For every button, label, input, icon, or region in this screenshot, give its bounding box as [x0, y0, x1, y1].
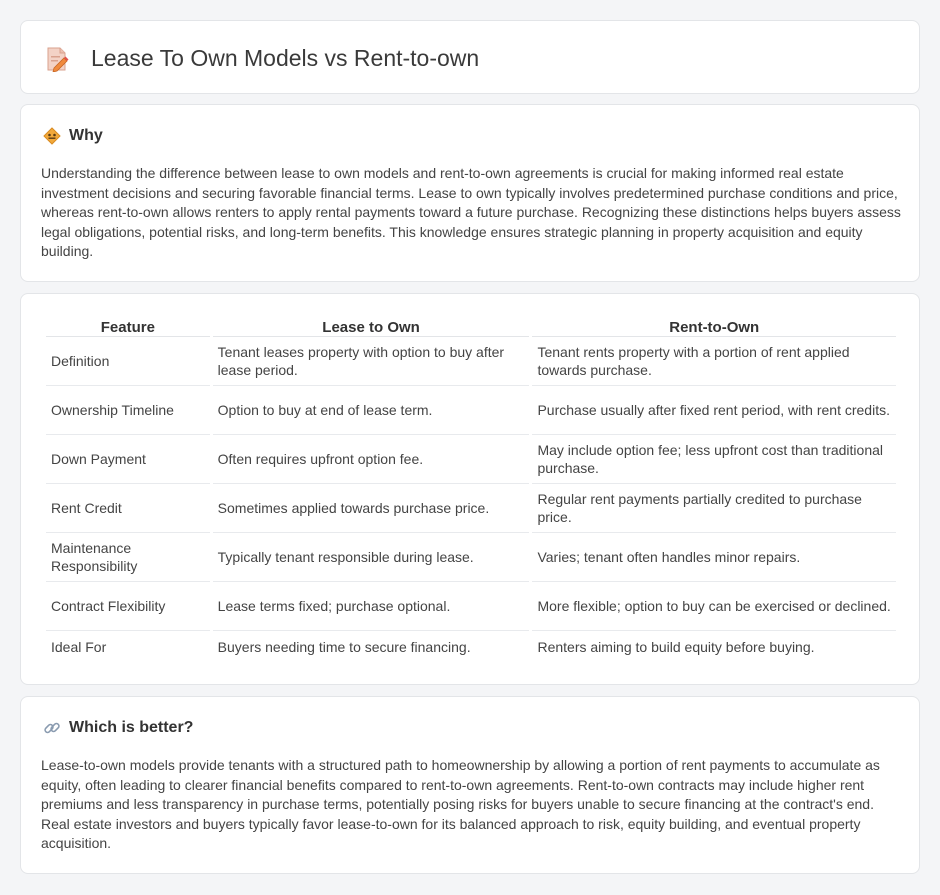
rent-to-own-cell: May include option fee; less upfront cost than traditional purchase.	[532, 435, 896, 484]
rent-to-own-cell: Varies; tenant often handles minor repairs.	[532, 533, 896, 582]
table-row	[46, 435, 896, 484]
lease-to-own-cell: Option to buy at end of lease term.	[213, 386, 530, 435]
lease-to-own-cell: Buyers needing time to secure financing.	[217, 638, 471, 655]
header-lease-to-own: Lease to Own	[213, 316, 530, 337]
rent-to-own-cell: More flexible; option to buy can be exercised or declined.	[532, 582, 896, 631]
feature-cell: Maintenance Responsibility	[46, 533, 210, 582]
rent-to-own-cell: Regular rent payments partially credited to purchase price.	[532, 484, 896, 533]
rent-to-own-cell: Renters aiming to build equity before buying.	[537, 638, 815, 655]
feature-cell: Rent Credit	[46, 484, 210, 533]
title-row	[45, 45, 479, 72]
lease-to-own-cell: Lease terms fixed; purchase optional.	[213, 582, 530, 631]
lease-to-own-cell: Often requires upfront option fee.	[213, 435, 530, 484]
better-heading	[43, 719, 193, 737]
table-row	[46, 631, 896, 662]
comparison-card	[20, 293, 920, 685]
better-text: Lease-to-own models provide tenants with a structured path to homeownership by allowing a portion of rent payments to accumulate as equity, often leading to clearer financial benefits compared to rent-to-own agreements. Rent-to-own contracts may include higher rent premiums and less transparency in purchase terms, potentially posing risks for buyers unable to secure financing at the contract's end. Real estate investors and buyers typically favor lease-to-own for its balanced approach to risk, equity building, and eventual property acquisition.	[41, 757, 880, 852]
why-heading	[43, 127, 103, 145]
header-feature: Feature	[46, 316, 210, 337]
feature-cell: Ideal For	[51, 638, 107, 655]
table-header-row	[46, 316, 896, 337]
diamond-sign-icon	[43, 127, 61, 145]
better-title: Which is better?	[69, 719, 194, 736]
why-section	[20, 104, 920, 282]
feature-cell: Definition	[46, 337, 210, 386]
which-is-better-section	[20, 696, 920, 874]
link-icon	[43, 719, 61, 737]
table-row	[46, 533, 896, 582]
lease-to-own-cell: Tenant leases property with option to buy after lease period.	[213, 337, 530, 386]
header-card	[20, 20, 920, 94]
feature-cell: Contract Flexibility	[46, 582, 210, 631]
table-row	[46, 337, 896, 386]
table-row	[46, 484, 896, 533]
lease-to-own-cell: Typically tenant responsible during lease.	[213, 533, 530, 582]
table-row	[46, 582, 896, 631]
why-title: Why	[69, 127, 103, 144]
why-text: Understanding the difference between lease to own models and rent-to-own agreements is crucial for making informed real estate investment decisions and securing favorable financial terms. Lease to own typically involves predetermined purchase conditions and price, whereas rent-to-own allows renters to apply rental payments toward a future purchase. Recognizing these distinctions helps buyers assess legal obligations, potential risks, and long-term benefits. This knowledge ensures strategic planning in property acquisition and equity building.	[41, 165, 901, 260]
feature-cell: Down Payment	[46, 435, 210, 484]
rent-to-own-cell: Tenant rents property with a portion of rent applied towards purchase.	[532, 337, 896, 386]
page-title: Lease To Own Models vs Rent-to-own	[91, 45, 480, 71]
feature-cell: Ownership Timeline	[46, 386, 210, 435]
rent-to-own-cell: Purchase usually after fixed rent period, with rent credits.	[532, 386, 896, 435]
lease-to-own-cell: Sometimes applied towards purchase price.	[213, 484, 530, 533]
header-rent-to-own: Rent-to-Own	[532, 316, 896, 337]
document-pencil-icon	[45, 46, 69, 72]
comparison-table	[43, 316, 899, 662]
table-row	[46, 386, 896, 435]
